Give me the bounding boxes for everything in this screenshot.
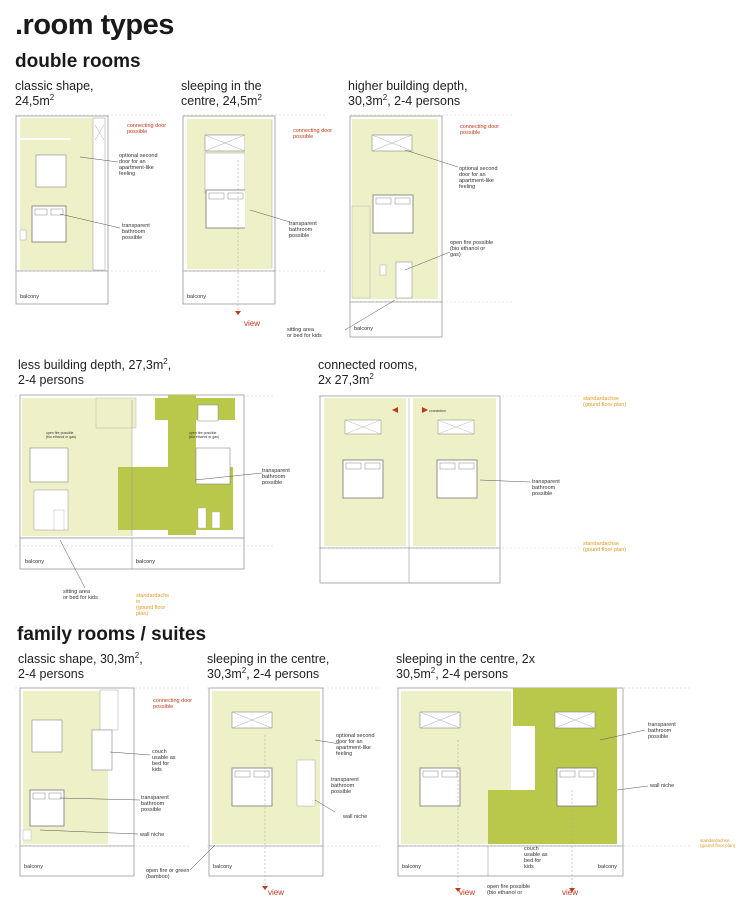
annotation-open-fire: open fire possible (bio ethanol or gas) bbox=[450, 240, 494, 258]
annotation-optional-door: optional second door for an apartment-like feeling bbox=[459, 166, 498, 190]
annotation-connecting-door: connecting door possible bbox=[293, 128, 333, 140]
annotation-sitting-area: sitting area or bed for kids bbox=[63, 589, 98, 601]
caption-less-depth: less building depth, $27,3m^2$, 2-4 persons bbox=[18, 356, 172, 387]
annotation-standard-axis: standardachs is (gound floor plan) bbox=[136, 593, 170, 617]
plan-classic-shape bbox=[15, 115, 160, 304]
annotation-transparent-bathroom: transparent bathroom possible bbox=[289, 221, 317, 239]
annotation-sitting-area: sitting area or bed for kids bbox=[287, 327, 322, 339]
caption-family-sleeping-centre-2x: sleeping in the centre, 2x $30,5m^2$, 2-4 persons bbox=[396, 652, 535, 681]
plan-sleeping-centre bbox=[183, 115, 325, 315]
annotation-connecting-door: connecting door possible bbox=[460, 124, 500, 136]
page-title: .room types bbox=[15, 9, 174, 41]
balcony-label: balcony bbox=[187, 294, 206, 300]
balcony-label: balcony bbox=[136, 559, 155, 565]
annotation-standard-axis-bottom: standardachse (gound floor plan) bbox=[583, 541, 627, 553]
caption-connected-rooms: connected rooms, 2x $27,3m^2$ bbox=[318, 358, 418, 387]
annotation-wall-niche: wall niche bbox=[650, 783, 675, 789]
annotation-transparent-bathroom: transparent bathroom possible bbox=[331, 777, 359, 795]
annotation-connection: connection bbox=[429, 409, 446, 413]
balcony-label: balcony bbox=[20, 294, 39, 300]
plan-higher-depth bbox=[345, 115, 512, 337]
view-label: view bbox=[562, 888, 579, 897]
caption-higher-depth: higher building depth, $30,3m^2$, 2-4 persons bbox=[348, 79, 468, 108]
annotation-transparent-bathroom: transparent bathroom possible bbox=[648, 722, 676, 740]
annotation-transparent-bathroom: transparent bathroom possible bbox=[262, 468, 290, 486]
section-heading-double-rooms: double rooms bbox=[15, 51, 141, 72]
annotation-optional-door: optional second door for an apartment-like feeling bbox=[336, 733, 375, 757]
balcony-label: balcony bbox=[598, 864, 617, 870]
balcony-label: balcony bbox=[213, 864, 232, 870]
annotation-connecting-door: connecting door possible bbox=[127, 123, 167, 135]
annotation-wall-niche: wall niche bbox=[343, 814, 368, 820]
plan-family-classic bbox=[15, 688, 193, 876]
annotation-transparent-bathroom: transparent bathroom possible bbox=[532, 479, 560, 497]
balcony-label: balcony bbox=[354, 326, 373, 332]
annotation-couch: couch usable as bed for kids bbox=[152, 749, 176, 773]
annotation-optional-door: optional second door for an apartment-like feeling bbox=[119, 153, 158, 177]
annotation-open-fire-mini: open fire possible (bio ethanol or gas) bbox=[46, 431, 77, 439]
annotation-open-fire-green: open fire or green (bamboo) bbox=[146, 868, 190, 880]
view-label: view bbox=[268, 888, 285, 897]
annotation-standard-axis: standardachse (gound floor plan) bbox=[700, 838, 736, 848]
annotation-transparent-bathroom: transparent bathroom possible bbox=[141, 795, 169, 813]
balcony-label: balcony bbox=[25, 559, 44, 565]
view-label: view bbox=[244, 319, 261, 328]
caption-classic-shape: classic shape, $24,5m^2$ bbox=[15, 79, 94, 108]
annotation-transparent-bathroom: transparent bathroom possible bbox=[122, 223, 150, 241]
caption-sleeping-centre: sleeping in the centre, $24,5m^2$ bbox=[181, 79, 262, 108]
balcony-label: balcony bbox=[402, 864, 421, 870]
annotation-open-fire-mini: open fire possible (bio ethanol or gas) bbox=[189, 431, 220, 439]
annotation-couch: couch usable as bed for kids bbox=[524, 846, 548, 870]
annotation-open-fire: open fire possible (bio ethanol or bbox=[487, 884, 531, 896]
annotation-wall-niche: wall niche bbox=[140, 832, 165, 838]
view-label: view bbox=[459, 888, 476, 897]
balcony-label: balcony bbox=[24, 864, 43, 870]
section-heading-family-rooms: family rooms / suites bbox=[17, 624, 207, 645]
annotation-standard-axis-top: standardachse (gound floor plan) bbox=[583, 396, 627, 408]
caption-family-sleeping-centre: sleeping in the centre, $30,3m^2$, 2-4 persons bbox=[207, 652, 330, 681]
annotation-connecting-door: connecting door possible bbox=[153, 698, 193, 710]
caption-family-classic: classic shape, $30,3m^2$, 2-4 persons bbox=[18, 650, 143, 681]
